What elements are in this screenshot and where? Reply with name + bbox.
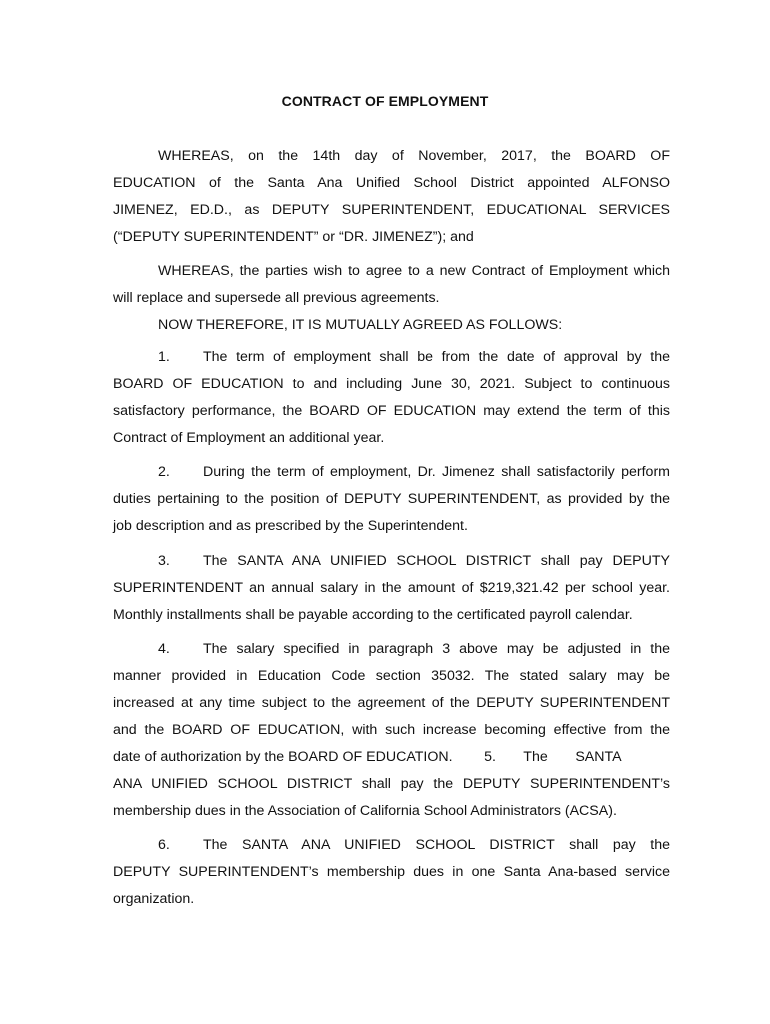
clause-6	[113, 832, 670, 913]
text-line: (“DEPUTY SUPERINTENDENT” or “DR. JIMENEZ”); and	[113, 229, 474, 245]
document-title: CONTRACT OF EMPLOYMENT	[281, 93, 489, 109]
text-line: membership dues in the Association of California School Administrators (ACSA).	[113, 803, 617, 819]
text-line: date of authorization by the BOARD OF EDUCATION. 5. The SANTA	[113, 749, 622, 765]
clause-number: 1.	[158, 349, 170, 365]
text-line: duties pertaining to the position of DEPUTY SUPERINTENDENT, as provided by the	[113, 491, 670, 507]
clause-number: 2.	[158, 464, 170, 480]
text-line: EDUCATION of the Santa Ana Unified School District appointed ALFONSO	[113, 175, 670, 191]
text-line: increased at any time subject to the agreement of the DEPUTY SUPERINTENDENT	[113, 695, 670, 711]
text-line: job description and as prescribed by the Superintendent.	[113, 518, 468, 534]
text-line: WHEREAS, the parties wish to agree to a new Contract of Employment which	[158, 263, 670, 279]
text-line: manner provided in Education Code section 35032. The stated salary may be	[113, 668, 670, 684]
clause-first-line	[113, 344, 670, 371]
clause-3	[113, 548, 670, 629]
clause-first-line	[113, 832, 670, 859]
text-line: NOW THEREFORE, IT IS MUTUALLY AGREED AS FOLLOWS:	[158, 317, 563, 333]
text-line: The SANTA ANA UNIFIED SCHOOL DISTRICT shall pay the	[203, 837, 670, 853]
text-line: ANA UNIFIED SCHOOL DISTRICT shall pay the DEPUTY SUPERINTENDENT’s	[113, 776, 670, 792]
clause-number: 6.	[158, 837, 170, 853]
text-line: DEPUTY SUPERINTENDENT’s membership dues in one Santa Ana-based service	[113, 864, 670, 880]
clause-first-line	[113, 548, 670, 575]
text-line: will replace and supersede all previous agreements.	[113, 290, 440, 306]
clause-first-line	[113, 636, 670, 663]
text-line: The SANTA ANA UNIFIED SCHOOL DISTRICT shall pay DEPUTY	[203, 553, 670, 569]
clause-1	[113, 344, 670, 452]
whereas-paragraph-2	[113, 258, 670, 312]
text-line: and the BOARD OF EDUCATION, with such increase becoming effective from the	[113, 722, 670, 738]
now-therefore-clause	[113, 312, 670, 339]
text-line: JIMENEZ, ED.D., as DEPUTY SUPERINTENDENT, EDUCATIONAL SERVICES	[113, 202, 670, 218]
text-line: organization.	[113, 891, 195, 907]
clause-number: 4.	[158, 641, 170, 657]
whereas-paragraph-1	[113, 143, 670, 251]
clause-4	[113, 636, 670, 825]
text-line: SUPERINTENDENT an annual salary in the amount of $219,321.42 per school year.	[113, 580, 670, 596]
text-line: WHEREAS, on the 14th day of November, 2017, the BOARD OF	[158, 148, 670, 164]
clause-2	[113, 459, 670, 540]
clause-number: 3.	[158, 553, 170, 569]
text-line: BOARD OF EDUCATION to and including June 30, 2021. Subject to continuous	[113, 376, 670, 392]
text-line: Monthly installments shall be payable according to the certificated payroll calendar.	[113, 607, 633, 623]
text-line: Contract of Employment an additional year.	[113, 430, 385, 446]
text-line: The salary specified in paragraph 3 above may be adjusted in the	[203, 641, 670, 657]
clause-first-line	[113, 459, 670, 486]
text-line: During the term of employment, Dr. Jimenez shall satisfactorily perform	[203, 464, 670, 480]
text-line: satisfactory performance, the BOARD OF EDUCATION may extend the term of this	[113, 403, 670, 419]
text-line: The term of employment shall be from the date of approval by the	[203, 349, 670, 365]
